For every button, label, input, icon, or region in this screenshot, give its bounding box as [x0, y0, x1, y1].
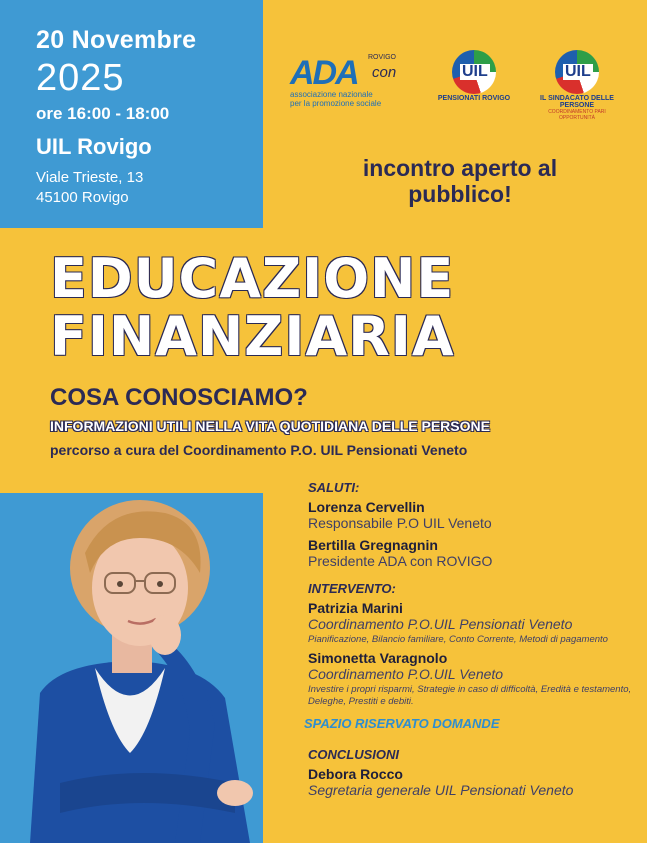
- event-time: ore 16:00 - 18:00: [36, 104, 170, 123]
- speaker-topics: Investire i propri risparmi, Strategie in caso di difficoltà, Eredità e testamento, Deleghe, Prestiti e debiti.: [308, 684, 632, 707]
- event-venue: UIL Rovigo: [36, 134, 152, 159]
- uil-pensionati-rovigo-logo: [435, 50, 513, 120]
- uil-flag-icon: [555, 50, 599, 94]
- speaker-name: Lorenza Cervellin: [308, 499, 425, 515]
- ada-letters: ADA: [290, 54, 358, 92]
- intervento-heading: INTERVENTO:: [308, 581, 396, 596]
- uil-logo-text: UIL: [565, 63, 591, 80]
- woman-thinking-illustration: [0, 493, 263, 843]
- questions-slot: SPAZIO RISERVATO DOMANDE: [304, 716, 500, 731]
- logos-row: [290, 50, 630, 120]
- intervento-item: [308, 600, 638, 646]
- uil-logo-caption-small: COORDINAMENTO PARI OPPORTUNITÀ: [548, 109, 606, 121]
- intervento-item: [308, 650, 638, 708]
- speaker-role: Presidente ADA con ROVIGO: [308, 553, 493, 569]
- speaker-name: Patrizia Marini: [308, 600, 403, 616]
- event-address: [36, 168, 263, 208]
- ada-con-label: con: [372, 64, 397, 81]
- event-day: 20 Novembre: [36, 26, 197, 54]
- ada-subtitle-2: per la promozione sociale: [290, 99, 382, 108]
- page-subtitle: COSA CONOSCIAMO?: [50, 384, 308, 411]
- speaker-role: Segretaria generale UIL Pensionati Veneto: [308, 782, 574, 798]
- saluti-heading: SALUTI:: [308, 480, 360, 495]
- open-event-line-2: pubblico!: [408, 181, 512, 207]
- uil-logo-text: UIL: [462, 63, 488, 80]
- open-event-line-1: incontro aperto al: [362, 155, 558, 181]
- speaker-topics: Pianificazione, Bilancio familiare, Conto Corrente, Metodi di pagamento: [308, 634, 608, 645]
- title-line-2: FINANZIARIA: [50, 305, 455, 368]
- photo-panel: [0, 493, 263, 843]
- address-city: 45100 Rovigo: [36, 189, 129, 206]
- ada-logo: [290, 56, 408, 111]
- saluti-item: [308, 537, 638, 569]
- ada-rovigo-label: ROVIGO: [368, 54, 397, 61]
- info-line: INFORMAZIONI UTILI NELLA VITA QUOTIDIANA DELLE PERSONE: [50, 418, 490, 434]
- open-event-notice: [300, 155, 620, 207]
- speaker-name: Simonetta Varagnolo: [308, 650, 448, 666]
- event-info-panel: [0, 0, 263, 228]
- ada-subtitle-1: associazione nazionale: [290, 90, 373, 99]
- uil-logo-caption: IL SINDACATO DELLE PERSONE: [540, 95, 614, 109]
- uil-logo-caption: PENSIONATI ROVIGO: [437, 95, 511, 102]
- speaker-name: Debora Rocco: [308, 766, 403, 782]
- uil-pensionati-po-logo: [538, 50, 616, 120]
- conclusioni-heading: CONCLUSIONI: [308, 747, 399, 762]
- saluti-item: [308, 499, 638, 531]
- page-title: [50, 247, 455, 368]
- title-line-1: EDUCAZIONE: [50, 247, 455, 310]
- speaker-name: Bertilla Gregnagnin: [308, 537, 438, 553]
- address-street: Viale Trieste, 13: [36, 169, 144, 186]
- program-section: [304, 480, 638, 798]
- organizer-line: percorso a cura del Coordinamento P.O. UIL Pensionati Veneto: [50, 442, 468, 458]
- speaker-role: Coordinamento P.O.UIL Veneto: [308, 666, 504, 682]
- uil-flag-icon: [452, 50, 496, 94]
- event-year: 2025: [36, 57, 125, 99]
- speaker-role: Coordinamento P.O.UIL Pensionati Veneto: [308, 616, 573, 632]
- speaker-role: Responsabile P.O UIL Veneto: [308, 515, 492, 531]
- conclusioni-item: [308, 766, 638, 798]
